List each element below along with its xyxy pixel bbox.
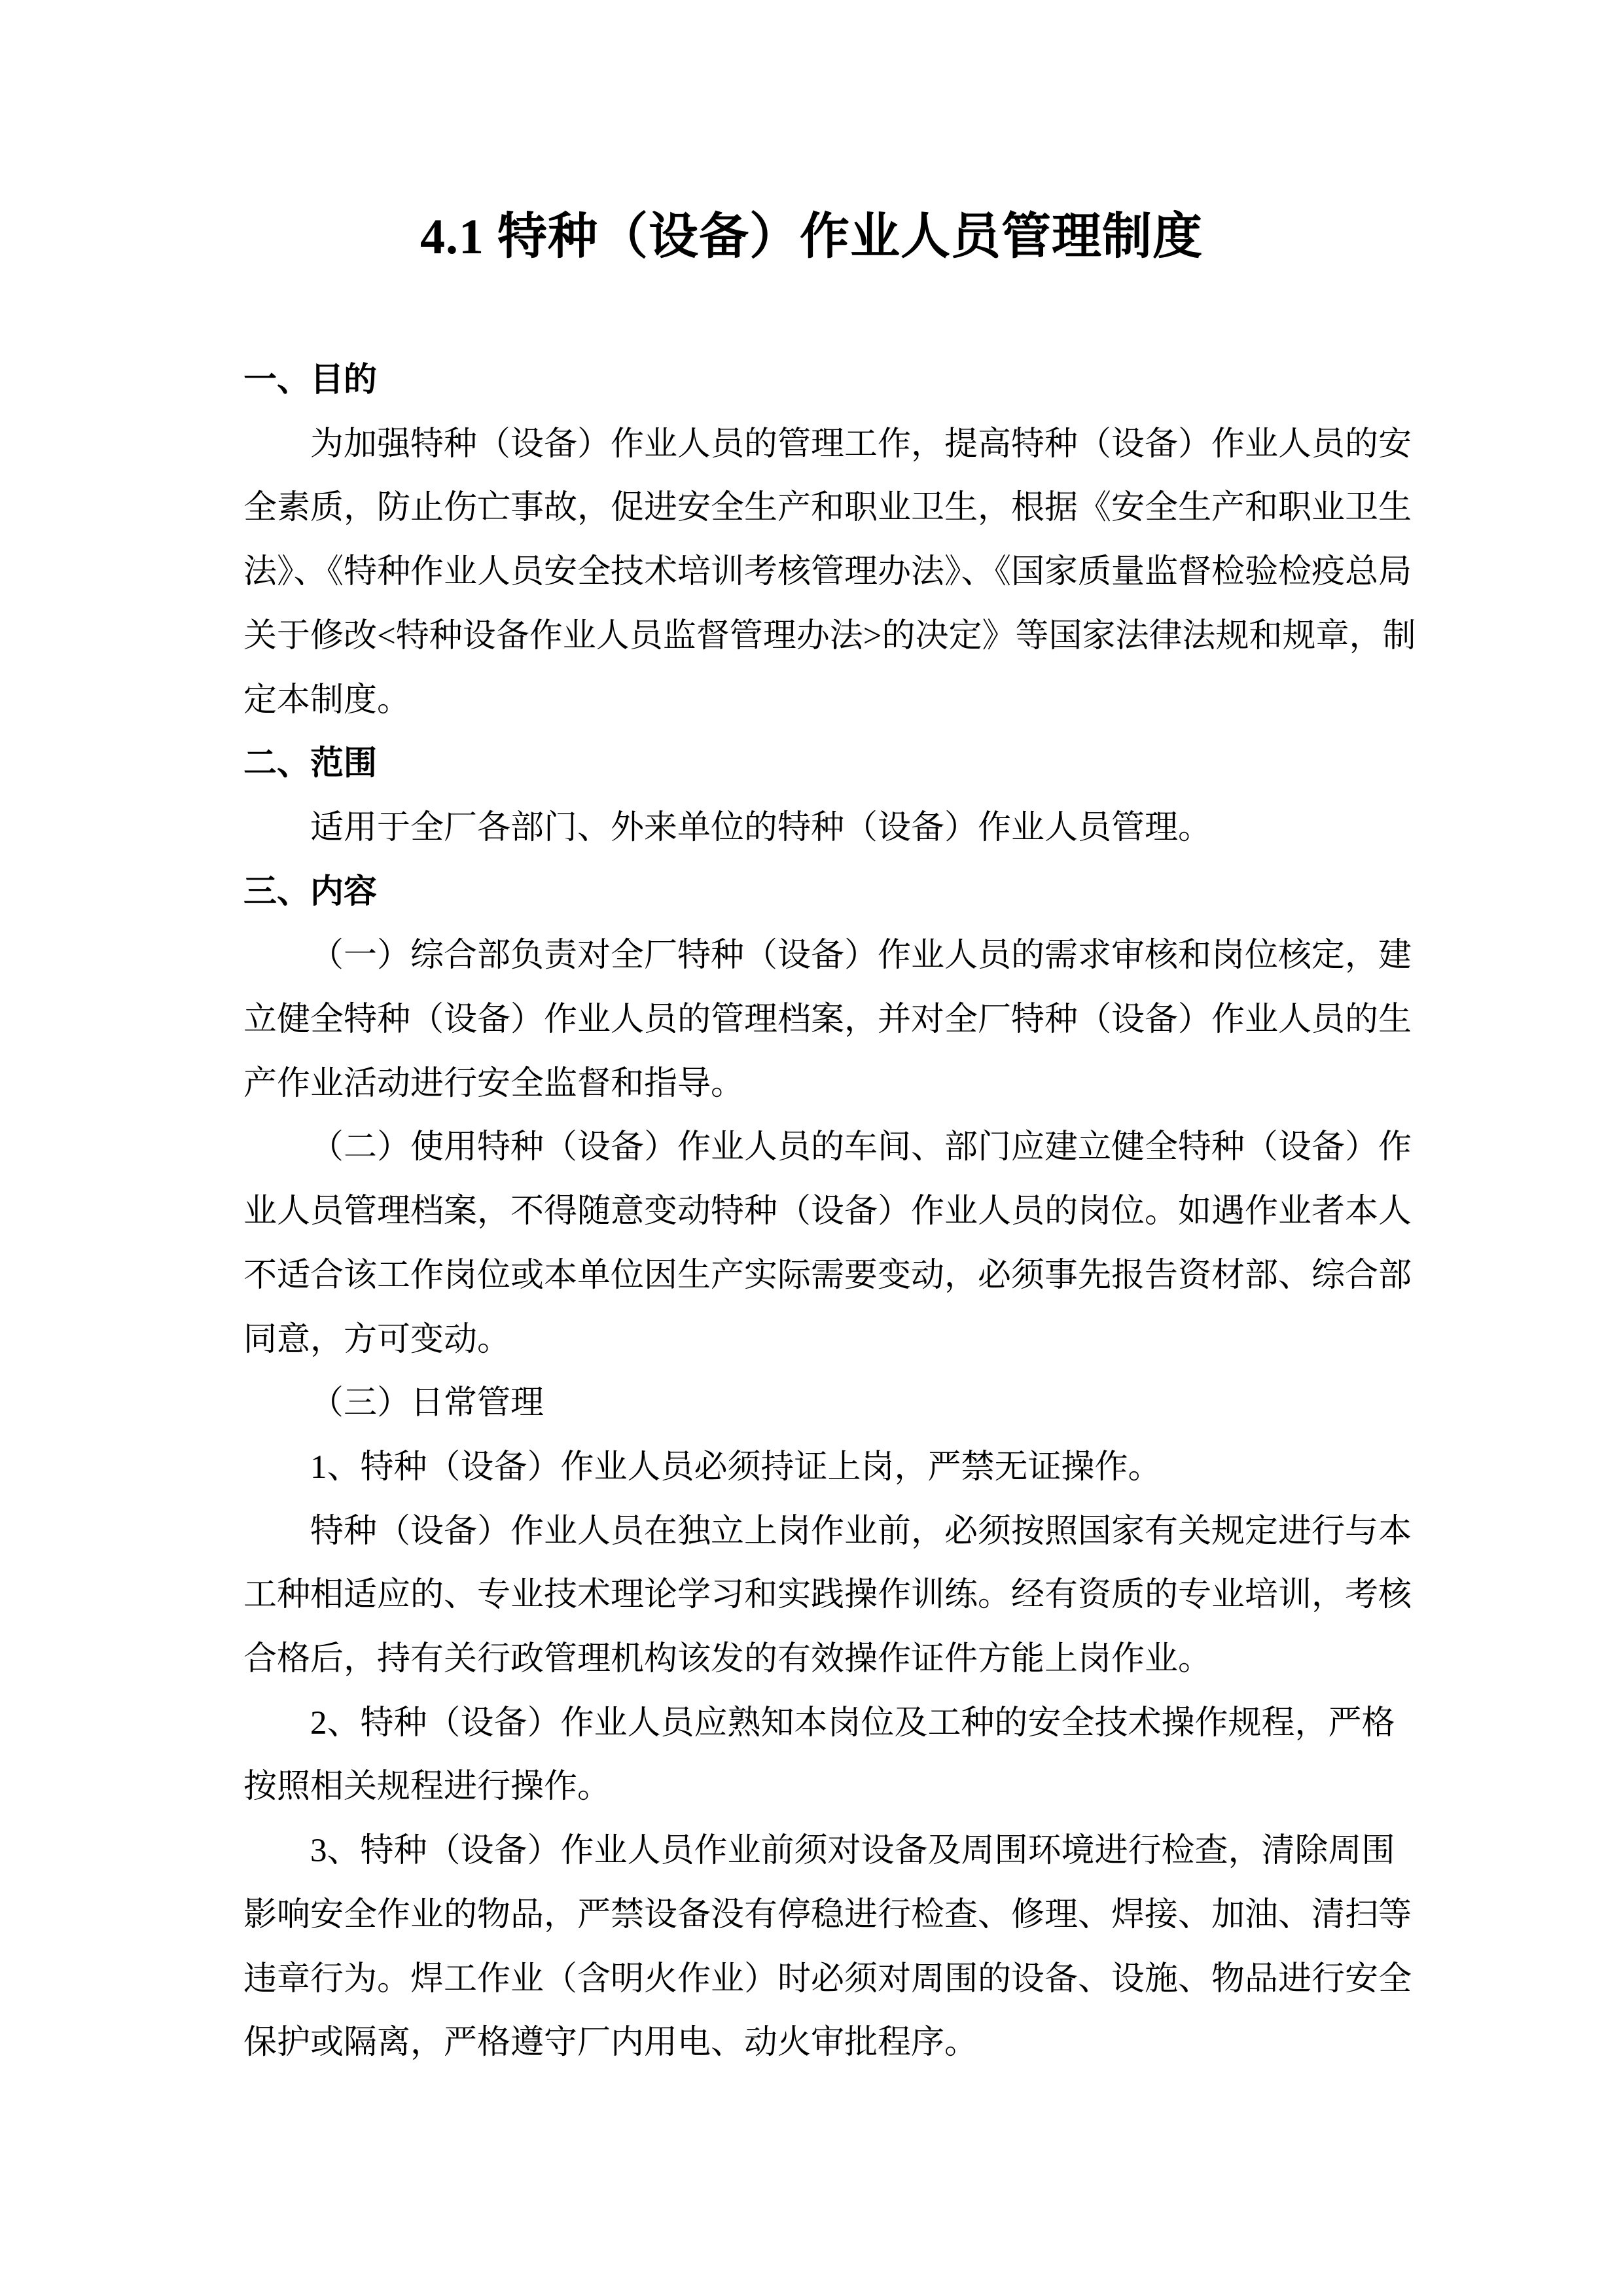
- text-line: 合格后，持有关行政管理机构该发的有效操作证件方能上岗作业。: [243, 1641, 1212, 1678]
- text-line: 产作业活动进行安全监督和指导。: [243, 1065, 745, 1102]
- text-line: 保护或隔离，严格遵守厂内用电、动火审批程序。: [243, 2024, 978, 2062]
- text-line: 法》、《特种作业人员安全技术培训考核管理办法》、《国家质量监督检验检疫总局: [243, 554, 1412, 591]
- text-line: 同意，方可变动。: [243, 1321, 511, 1358]
- text-line: 定本制度。: [243, 681, 411, 719]
- text-line: 立健全特种（设备）作业人员的管理档案，并对全厂特种（设备）作业人员的生: [243, 1001, 1412, 1039]
- text-line: 关于修改<特种设备作业人员监督管理办法>的决定》等国家法律法规和规章，制: [243, 617, 1416, 655]
- text-line: 特种（设备）作业人员在独立上岗作业前，必须按照国家有关规定进行与本: [310, 1513, 1412, 1550]
- text-line: 影响安全作业的物品，严禁设备没有停稳进行检查、修理、焊接、加油、清扫等: [243, 1896, 1412, 1933]
- text-line: 业人员管理档案，不得随意变动特种（设备）作业人员的岗位。如遇作业者本人: [243, 1193, 1412, 1230]
- section-heading: 三、内容: [243, 873, 378, 910]
- text-line: （三）日常管理: [310, 1385, 544, 1422]
- text-line: 3、特种（设备）作业人员作业前须对设备及周围环境进行检查，清除周围: [310, 1833, 1395, 1870]
- text-line: 按照相关规程进行操作。: [243, 1768, 611, 1806]
- text-line: 1、特种（设备）作业人员必须持证上岗，严禁无证操作。: [310, 1448, 1162, 1486]
- document-body: [243, 349, 1416, 2075]
- section-heading: 一、目的: [243, 362, 378, 399]
- text-line: 不适合该工作岗位或本单位因生产实际需要变动，必须事先报告资材部、综合部: [243, 1257, 1412, 1294]
- text-line: （一）综合部负责对全厂特种（设备）作业人员的需求审核和岗位核定，建: [310, 937, 1412, 975]
- text-line: 适用于全厂各部门、外来单位的特种（设备）作业人员管理。: [310, 809, 1212, 846]
- text-line: （二）使用特种（设备）作业人员的车间、部门应建立健全特种（设备）作: [310, 1129, 1412, 1166]
- text-line: 为加强特种（设备）作业人员的管理工作，提高特种（设备）作业人员的安: [310, 425, 1412, 463]
- section-heading: 二、范围: [243, 745, 378, 783]
- document-title: 4.1 特种（设备）作业人员管理制度: [420, 209, 1203, 264]
- text-line: 2、特种（设备）作业人员应熟知本岗位及工种的安全技术操作规程，严格: [310, 1704, 1395, 1742]
- text-line: 工种相适应的、专业技术理论学习和实践操作训练。经有资质的专业培训，考核: [243, 1577, 1412, 1614]
- text-line: 全素质，防止伤亡事故，促进安全生产和职业卫生，根据《安全生产和职业卫生: [243, 490, 1412, 527]
- text-line: 违章行为。焊工作业（含明火作业）时必须对周围的设备、设施、物品进行安全: [243, 1960, 1412, 1998]
